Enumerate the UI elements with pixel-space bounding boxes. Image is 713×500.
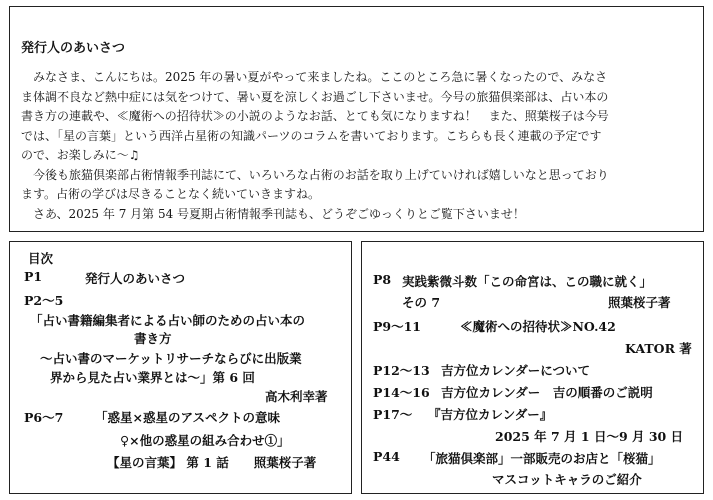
toc-entry-p6-line[interactable]: ♀×他の惑星の組み合わせ①」	[120, 433, 290, 448]
toc-entry-p2-line[interactable]: 界から見た占い業界とは〜」第 6 回	[50, 370, 255, 385]
toc-page-p6[interactable]: P6〜7	[24, 410, 64, 425]
greeting-line: さあ、2025 年 7 月第 54 号夏期占術情報季刊誌も、どうぞごゆっくりとご覧下さいませ！	[21, 206, 525, 221]
toc-entry-p8-line[interactable]: 実践紫微斗数「この命宮は、この職に就く」	[402, 274, 653, 289]
greeting-line: 書き方の連載や、≪魔術への招待状≫の小説のようなお話、とても気になりますね！ また、照葉桜子は今号	[21, 109, 609, 123]
toc-title-p17[interactable]: 『吉方位カレンダー』	[428, 407, 553, 422]
greeting-title: 発行人のあいさつ	[21, 41, 126, 56]
toc-author-p2: 高木利幸著	[265, 389, 328, 404]
toc-entry-p6-line[interactable]: 「惑星×惑星のアスペクトの意味	[95, 410, 280, 425]
greeting-body	[21, 68, 609, 224]
toc-page-p1[interactable]: P1	[24, 269, 43, 284]
toc-page-p8[interactable]: P8	[373, 272, 392, 287]
toc-entry-p44-line[interactable]: マスコットキャラのご紹介	[492, 472, 642, 487]
greeting-box	[9, 6, 704, 232]
toc-entry-p44-line[interactable]: 「旅猫倶楽部」一部販売のお店と「桜猫」	[423, 451, 661, 466]
toc-entry-p2-line[interactable]: 書き方	[134, 331, 172, 346]
toc-left-box	[9, 241, 352, 494]
toc-title-p9[interactable]: ≪魔術への招待状≫NO.42	[460, 319, 616, 334]
toc-entry-p8-line[interactable]: その 7	[402, 295, 441, 310]
toc-title-p12[interactable]: 吉方位カレンダーについて	[441, 363, 590, 378]
greeting-line: みなさま、こんにちは。2025 年の暑い夏がやって来ましたね。ここのところ急に暑くなったので、みなさ	[21, 70, 608, 84]
toc-title-p1[interactable]: 発行人のあいさつ	[85, 271, 186, 286]
toc-title: 目次	[28, 251, 54, 266]
toc-entry-p2-line[interactable]: 「占い書籍編集者による占い師のための占い本の	[30, 313, 306, 328]
toc-page-p12[interactable]: P12〜13	[373, 363, 430, 378]
toc-entry-p6-line[interactable]: 【星の言葉】 第 1 話 照葉桜子著	[107, 455, 317, 470]
greeting-line: ので、お楽しみに〜♫	[21, 148, 140, 162]
toc-page-p44[interactable]: P44	[373, 449, 400, 464]
toc-dates-p17: 2025 年 7 月 1 日〜9 月 30 日	[495, 429, 684, 444]
greeting-line: では、「星の言葉」という西洋占星術の知識パーツのコラムを書いております。こちらも長く連載の予定です	[21, 128, 602, 143]
toc-page-p17[interactable]: P17〜	[373, 407, 413, 422]
greeting-line: ま体調不良など熱中症には気をつけて、暑い夏を涼しくお過ごし下さいませ。今号の旅猫倶楽部は、占い本の	[21, 89, 609, 104]
toc-author-p9: KATOR 著	[625, 341, 692, 356]
greeting-line: 今後も旅猫倶楽部占術情報季刊誌にて、いろいろな占術のお話を取り上げていければ嬉しいなと思っており	[21, 167, 609, 182]
toc-page-p9[interactable]: P9〜11	[373, 319, 421, 334]
toc-page-p14[interactable]: P14〜16	[373, 385, 430, 400]
toc-title-p14[interactable]: 吉方位カレンダー 吉の順番のご説明	[441, 385, 653, 400]
greeting-line: ます。占術の学びは尽きることなく続いていきますね。	[21, 187, 321, 201]
toc-page-p2[interactable]: P2〜5	[24, 293, 64, 308]
toc-author-p8: 照葉桜子著	[608, 295, 671, 310]
toc-right-box	[361, 241, 704, 494]
toc-entry-p2-line[interactable]: 〜占い書のマーケットリサーチならびに出版業	[40, 351, 302, 366]
